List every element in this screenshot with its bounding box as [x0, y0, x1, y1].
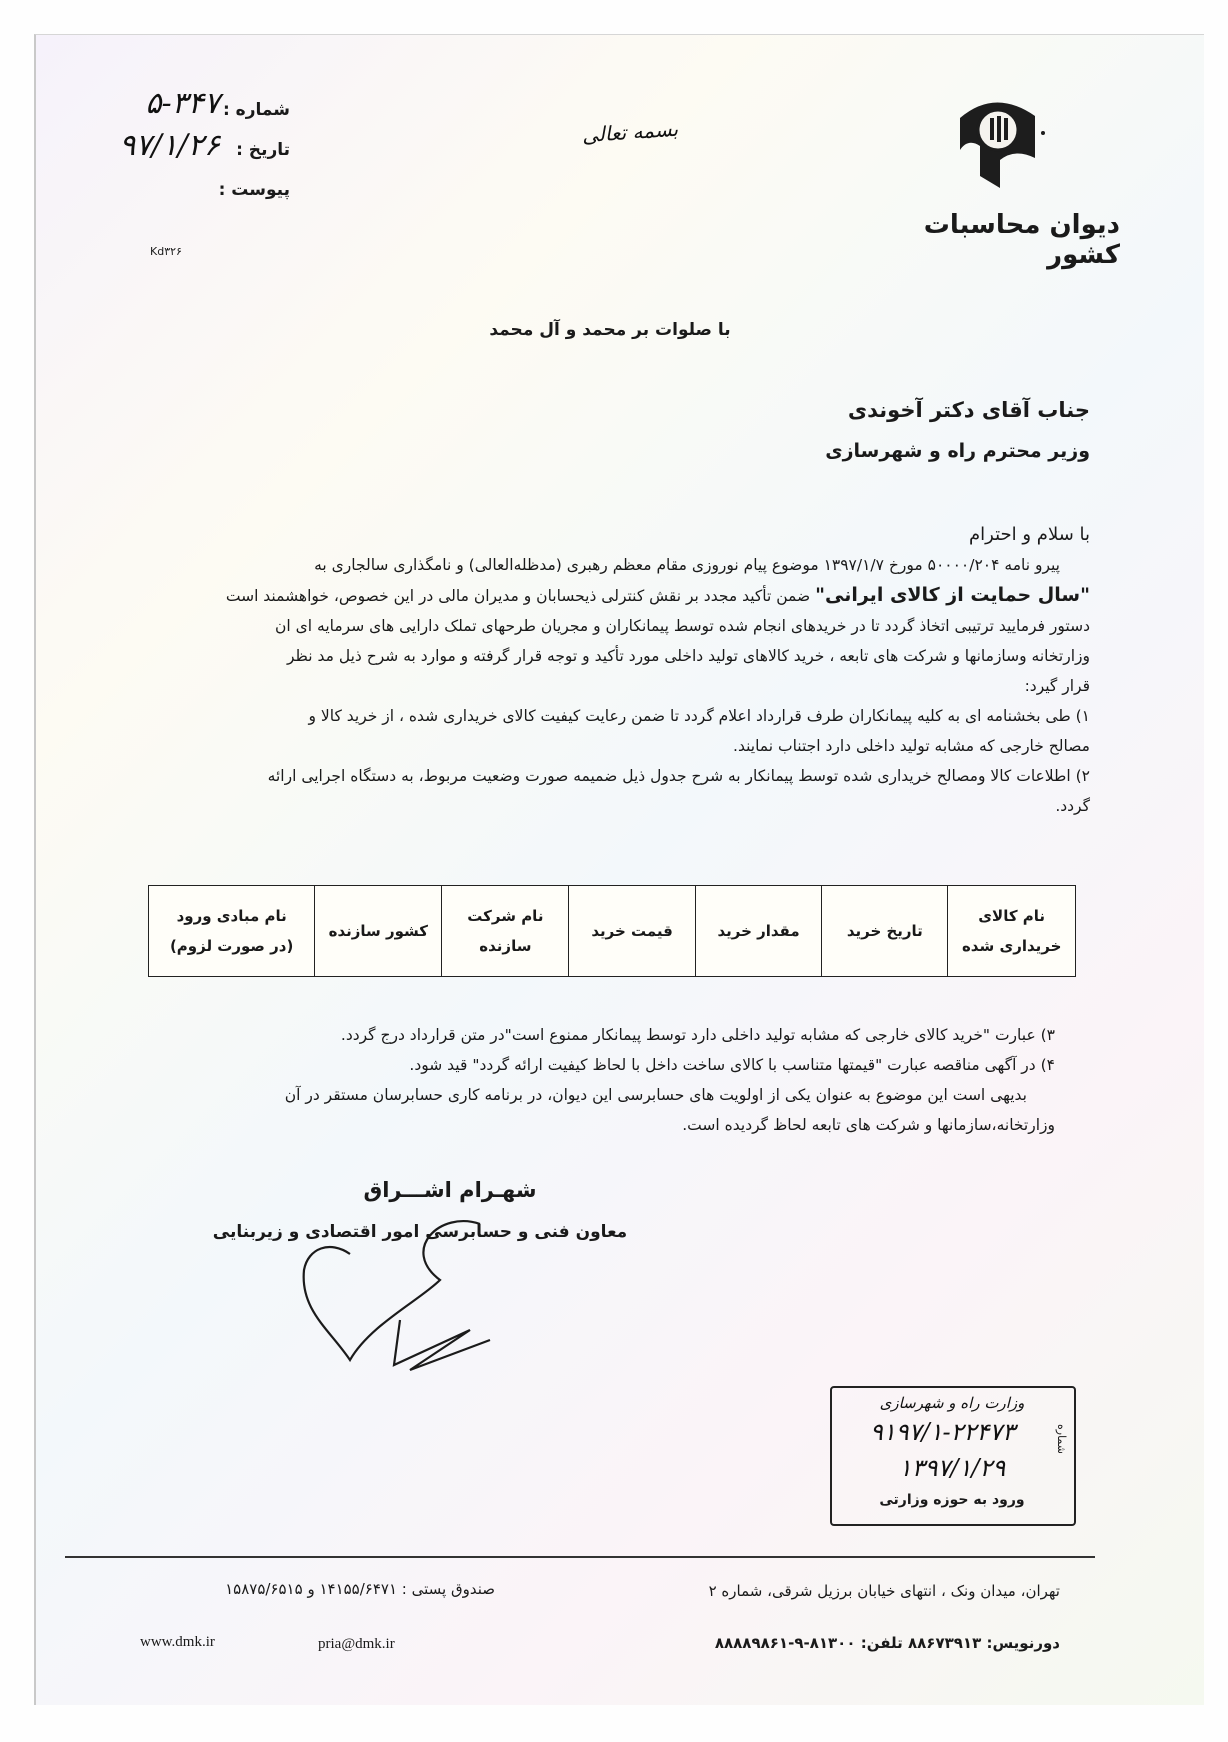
handwritten-signature: [290, 1210, 520, 1380]
footer-website[interactable]: www.dmk.ir: [140, 1634, 215, 1650]
para1-line3: دستور فرمایید ترتیبی اتخاذ گردد تا در خریدهای انجام شده توسط پیمانکاران و مجریان طرحهای تملک دارایی های سرمایه ای ان: [275, 617, 1090, 635]
salawat-line: با صلوات بر محمد و آل محمد: [489, 320, 731, 340]
closing-line2: وزارتخانه،سازمانها و شرکت های تابعه لحاظ گردیده است.: [682, 1116, 1055, 1134]
stamp-footer: ورود به حوزه وزارتی: [879, 1492, 1025, 1508]
footer-phone-fax: دورنویس: ۸۸۶۷۳۹۱۳ تلفن: ۸۱۳۰۰-۹-۸۸۸۸۹۸۶۱: [714, 1634, 1060, 1652]
basmala: بسمه تعالی: [581, 116, 679, 148]
table-header-cell: نام مبادی ورود (در صورت لزوم): [149, 886, 315, 977]
signatory-name: شهـرام اشـــراق: [363, 1178, 537, 1202]
date-label: تاریخ :: [236, 140, 290, 160]
table-header-cell: تاریخ خرید: [822, 886, 948, 977]
footer-divider: [65, 1556, 1095, 1558]
table-header-cell: مقدار خرید: [695, 886, 821, 977]
para1-line4: وزارتخانه وسازمانها و شرکت های تابعه ، خرید کالاهای تولید داخلی مورد تأکید و توجه قرار گرفته و موارد به شرح ذیل مد نظر: [286, 647, 1090, 665]
stamp-number-label: شماره: [1055, 1424, 1068, 1455]
reference-code: Kd۳۲۶: [150, 245, 182, 258]
para1-line2: [150, 580, 1090, 611]
slogan-highlight: "سال حمایت از کالای ایرانی": [815, 584, 1090, 606]
receipt-stamp: [830, 1386, 1076, 1526]
item1-line1: ۱) طی بخشنامه ای به کلیه پیمانکاران طرف قرارداد اعلام گردد تا ضمن رعایت کیفیت کالای خریداری شده ، از خرید کالا و: [308, 707, 1090, 725]
footer-postal-box: صندوق پستی : ۱۴۱۵۵/۶۴۷۱ و ۱۵۸۷۵/۶۵۱۵: [225, 1580, 495, 1598]
number-value: ۵-۳۴۷: [145, 86, 220, 121]
para1-line5: قرار گیرد:: [1024, 677, 1090, 695]
footer-address: تهران، میدان ونک ، انتهای خیابان برزیل شرقی، شماره ۲: [708, 1582, 1060, 1600]
item3: ۳) عبارت "خرید کالای خارجی که مشابه تولید داخلی دارد توسط پیمانکار ممنوع است"در متن قرارداد درج گردد.: [340, 1026, 1055, 1044]
attachment-label: پیوست :: [218, 180, 290, 200]
greeting: با سلام و احترام: [969, 524, 1090, 545]
purchase-info-table: [148, 885, 1076, 977]
closing-line1: بدیهی است این موضوع به عنوان یکی از اولویت های حسابرسی این دیوان، در برنامه کاری حسابرسان مستقر در آن: [284, 1086, 1027, 1104]
para1-line2-text: ضمن تأکید مجدد بر نقش کنترلی ذیحسابان و مدیران مالی در این خصوص، خواهشمند است: [225, 587, 811, 605]
table-header-row: [149, 886, 1076, 977]
stamp-number: ۹۱۹۷/۱-۲۲۴۷۳: [869, 1418, 1016, 1446]
item4: ۴) در آگهی مناقصه عبارت "قیمتها متناسب با کالای ساخت داخل با لحاظ کیفیت ارائه گردد" قید شود.: [409, 1056, 1055, 1074]
table-header-cell: کشور سازنده: [315, 886, 442, 977]
date-value: ۹۷/۱/۲۶: [119, 128, 220, 163]
letter-body-continued: [150, 1020, 1055, 1140]
table-header-cell: نام کالای خریداری شده: [948, 886, 1076, 977]
org-emblem-icon: [940, 88, 1050, 193]
item1-line2: مصالح خارجی که مشابه تولید داخلی دارد اجتناب نمایند.: [733, 737, 1090, 755]
table-header-cell: قیمت خرید: [569, 886, 695, 977]
footer-email[interactable]: pria@dmk.ir: [318, 1636, 395, 1652]
stamp-date: ۱۳۹۷/۱/۲۹: [898, 1454, 1006, 1482]
item2-line2: گردد.: [1055, 797, 1090, 815]
number-label: شماره :: [222, 100, 290, 120]
item2-line1: ۲) اطلاعات کالا ومصالح خریداری شده توسط پیمانکار به شرح جدول ذیل ضمیمه صورت وضعیت مربوط، به دستگاه اجرایی ارائه: [267, 767, 1090, 785]
letter-body: [150, 520, 1090, 821]
table-header-cell: نام شرکت سازنده: [442, 886, 569, 977]
signatory-title: معاون فنی و حسابرسی امور اقتصادی و زیربنایی: [212, 1222, 628, 1242]
stamp-ministry: وزارت راه و شهرسازی: [879, 1394, 1025, 1412]
para1-line1: پیرو نامه ۵۰۰۰۰/۲۰۴ مورخ ۱۳۹۷/۱/۷ موضوع پیام نوروزی مقام معظم رهبری (مدظله‌العالی) و نامگذاری سالجاری به: [314, 556, 1060, 574]
recipient-title: وزیر محترم راه و شهرسازی: [825, 440, 1090, 462]
org-name: دیوان محاسبات کشور: [923, 210, 1120, 270]
recipient-name: جناب آقای دکتر آخوندی: [847, 398, 1090, 422]
